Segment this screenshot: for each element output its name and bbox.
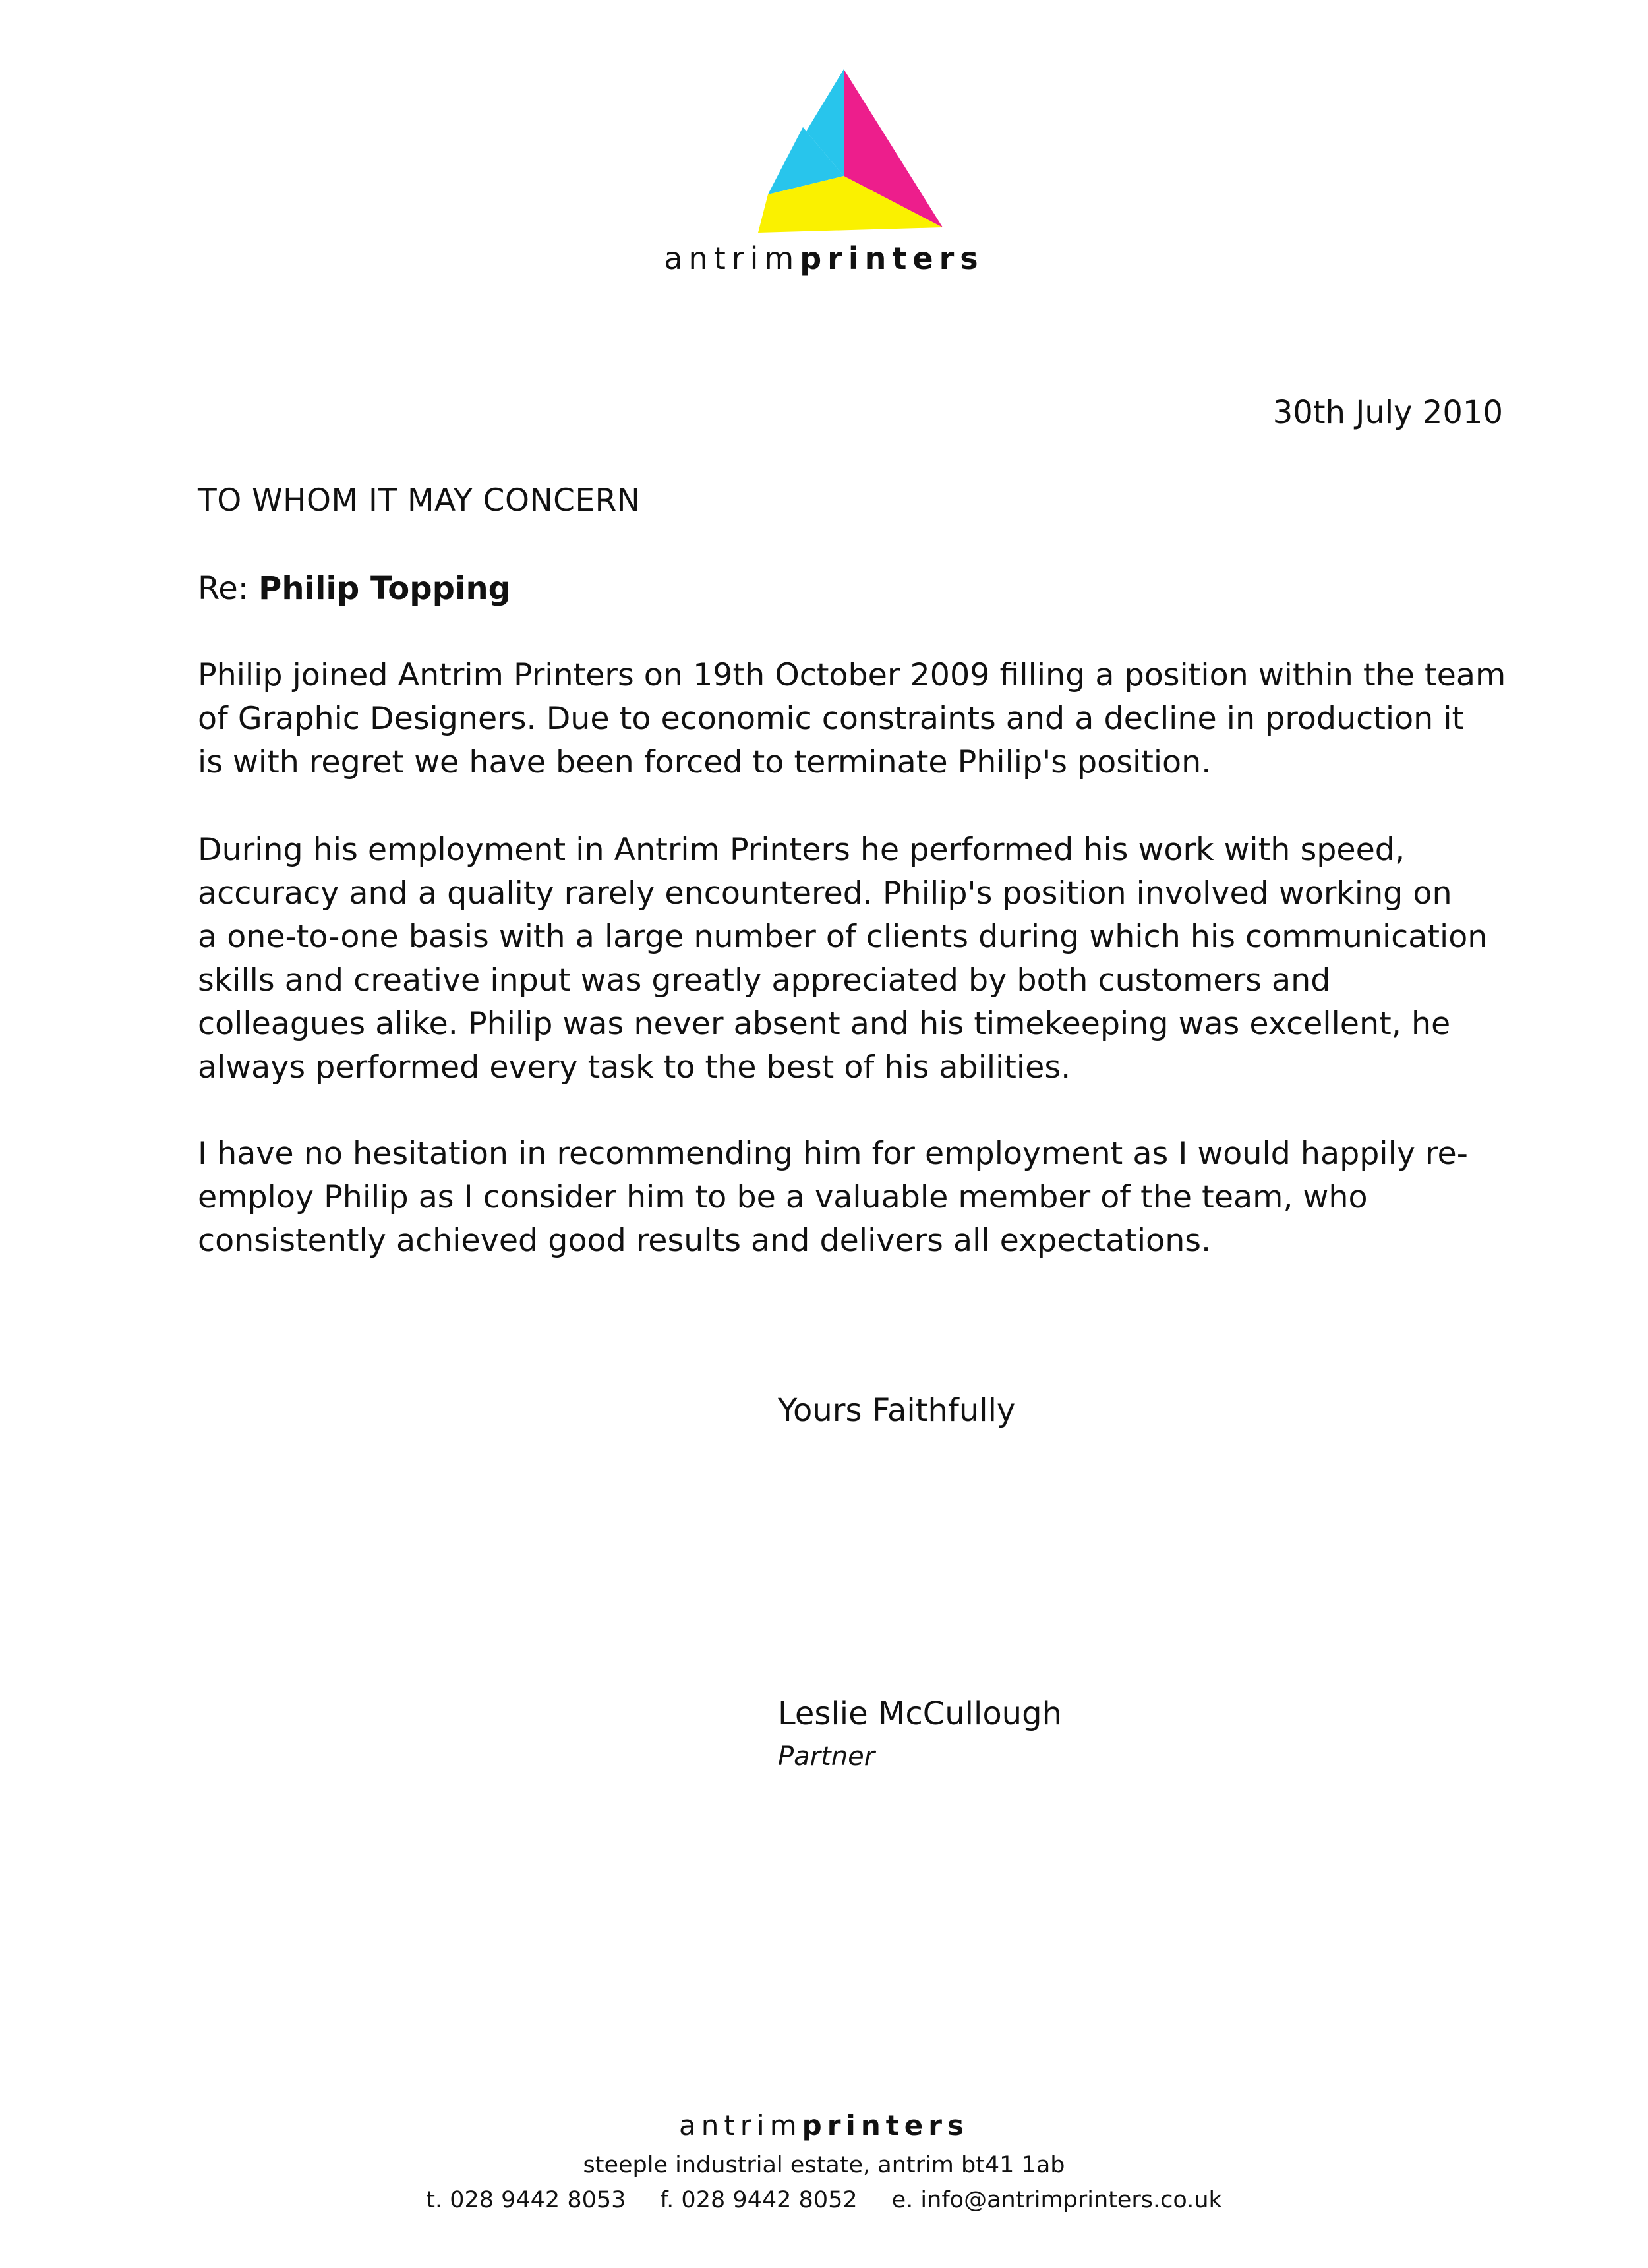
footer-fax: f. 028 9442 8052 <box>660 2187 858 2213</box>
letter-date: 30th July 2010 <box>1272 394 1503 431</box>
header-logo-word-light: antrim <box>664 241 800 276</box>
paragraph-line: is with regret we have been forced to terminate Philip's position. <box>198 744 1212 780</box>
signatory-name: Leslie McCullough <box>778 1695 1062 1732</box>
paragraph-line: of Graphic Designers. Due to economic constraints and a decline in production it <box>198 701 1465 737</box>
footer-logo-word-bold: printers <box>802 2109 970 2141</box>
letter-subject-line <box>198 570 511 607</box>
letter-paragraph-2 <box>198 829 1503 1090</box>
letter-salutation: TO WHOM IT MAY CONCERN <box>198 482 641 519</box>
signatory-title: Partner <box>778 1741 875 1772</box>
paragraph-line: Philip joined Antrim Printers on 19th October 2009 filling a position within the team <box>198 657 1506 693</box>
footer-telephone: t. 028 9442 8053 <box>426 2187 626 2213</box>
letter-subject-prefix: Re: <box>198 570 259 607</box>
header-logo-word-bold: printers <box>800 241 984 276</box>
footer-email: e. info@antrimprinters.co.uk <box>891 2187 1222 2213</box>
footer-contacts <box>0 2187 1648 2213</box>
paragraph-line: colleagues alike. Philip was never absent and his timekeeping was excellent, he <box>198 1006 1451 1042</box>
letter-paragraph-3 <box>198 1132 1503 1263</box>
letter-subject-name: Philip Topping <box>258 570 511 607</box>
footer-logo-word-light: antrim <box>678 2109 802 2141</box>
letter-closing: Yours Faithfully <box>778 1392 1016 1429</box>
paragraph-line: a one-to-one basis with a large number of clients during which his communication <box>198 919 1488 955</box>
paragraph-line: During his employment in Antrim Printers he performed his work with speed, <box>198 832 1405 868</box>
paragraph-line: accuracy and a quality rarely encountered. Philip's position involved working on <box>198 875 1452 912</box>
paragraph-line: employ Philip as I consider him to be a valuable member of the team, who <box>198 1179 1368 1215</box>
paragraph-line: consistently achieved good results and delivers all expectations. <box>198 1223 1212 1259</box>
paragraph-line: skills and creative input was greatly appreciated by both customers and <box>198 962 1331 999</box>
antrim-printers-logo-icon <box>758 69 943 233</box>
letter-paragraph-1 <box>198 654 1506 784</box>
footer-address: steeple industrial estate, antrim bt41 1ab <box>583 2152 1065 2178</box>
header-logo-wordmark <box>0 241 1648 276</box>
paragraph-line: I have no hesitation in recommending him for employment as I would happily re- <box>198 1136 1468 1172</box>
paragraph-line: always performed every task to the best of his abilities. <box>198 1049 1071 1086</box>
footer-logo-wordmark <box>0 2109 1648 2141</box>
